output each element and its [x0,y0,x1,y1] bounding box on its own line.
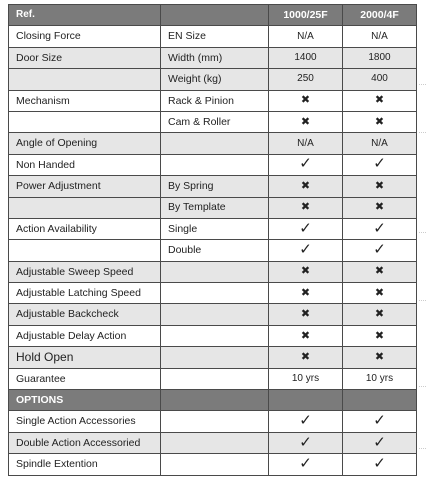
row-label [9,69,161,90]
value-1000-25f [269,218,343,239]
table-row-double-action-accessories [9,432,417,453]
cross-icon: ✖ [374,94,385,107]
options-title: OPTIONS [9,390,161,411]
cross-icon: ✖ [300,265,311,278]
row-sublabel: Width (mm) [161,47,269,68]
value-1000-25f: 250 [269,69,343,90]
check-icon: ✓ [373,240,386,258]
row-label [9,197,161,218]
table-row-mechanism-rack [9,90,417,111]
value-2000-4f [343,111,417,132]
check-icon: ✓ [373,454,386,472]
value-2000-4f [343,197,417,218]
cross-icon: ✖ [300,350,311,363]
row-label: Adjustable Backcheck [9,304,161,325]
table-row-hold-open [9,347,417,368]
table-row-backcheck [9,304,417,325]
value-2000-4f [343,347,417,368]
table-row-action-single [9,218,417,239]
row-sublabel [161,411,269,432]
value-2000-4f: 10 yrs [343,368,417,389]
row-label: Guarantee [9,368,161,389]
value-2000-4f [343,261,417,282]
value-2000-4f [343,283,417,304]
row-label: Door Size [9,47,161,68]
margin-mark [419,386,426,387]
check-icon: ✓ [299,240,312,258]
row-label [9,240,161,261]
cross-icon: ✖ [374,329,385,342]
margin-mark [419,84,426,85]
table-row-mechanism-cam [9,111,417,132]
check-icon: ✓ [373,433,386,451]
row-sublabel: EN Size [161,26,269,47]
value-1000-25f [269,347,343,368]
row-label [9,111,161,132]
cross-icon: ✖ [374,201,385,214]
row-label: Single Action Accessories [9,411,161,432]
cross-icon: ✖ [374,115,385,128]
table-row-guarantee [9,368,417,389]
cross-icon: ✖ [300,308,311,321]
check-icon: ✓ [299,219,312,237]
row-sublabel [161,154,269,175]
row-label: Closing Force [9,26,161,47]
row-label: Action Availability [9,218,161,239]
value-2000-4f [343,90,417,111]
check-icon: ✓ [299,433,312,451]
check-icon: ✓ [299,412,312,430]
row-sublabel: Weight (kg) [161,69,269,90]
table-row-spindle-extension [9,454,417,475]
cross-icon: ✖ [300,115,311,128]
table-row-single-action-accessories [9,411,417,432]
value-1000-25f [269,176,343,197]
cross-icon: ✖ [374,350,385,363]
row-label: Double Action Accessoried [9,432,161,453]
row-label: Ref. [9,5,161,26]
row-label: Mechanism [9,90,161,111]
value-2000-4f: N/A [343,133,417,154]
row-sublabel [161,5,269,26]
table-row-closing-force [9,26,417,47]
table-row-latching-speed [9,283,417,304]
cross-icon: ✖ [300,179,311,192]
value-2000-4f: 400 [343,69,417,90]
cross-icon: ✖ [374,265,385,278]
table-row-power-adjustment-spring [9,176,417,197]
row-label: Non Handed [9,154,161,175]
table-row-power-adjustment-template [9,197,417,218]
value-1000-25f [269,411,343,432]
value-2000-4f [343,432,417,453]
row-label: Spindle Extention [9,454,161,475]
cross-icon: ✖ [300,94,311,107]
row-label: Angle of Opening [9,133,161,154]
row-sublabel [161,261,269,282]
cross-icon: ✖ [300,286,311,299]
value-2000-4f [343,218,417,239]
row-sublabel [161,325,269,346]
row-sublabel: By Spring [161,176,269,197]
value-1000-25f [269,283,343,304]
margin-mark [419,300,426,301]
cross-icon: ✖ [374,179,385,192]
table-row-angle-of-opening [9,133,417,154]
value-1000-25f [269,454,343,475]
cross-icon: ✖ [374,308,385,321]
table-row-delay-action [9,325,417,346]
row-sublabel: Cam & Roller [161,111,269,132]
row-sublabel: By Template [161,197,269,218]
margin-mark [419,232,426,233]
value-2000-4f [343,454,417,475]
check-icon: ✓ [373,219,386,237]
options-header-row [9,390,417,411]
value-1000-25f [269,111,343,132]
row-label: Power Adjustment [9,176,161,197]
row-sublabel [161,347,269,368]
value-2000-4f: 2000/4F [343,5,417,26]
table-row-door-size-weight [9,69,417,90]
value-1000-25f [269,432,343,453]
row-label: Hold Open [9,347,161,368]
row-sublabel [161,283,269,304]
margin-mark [419,448,426,449]
row-sublabel: Single [161,218,269,239]
check-icon: ✓ [373,155,386,173]
check-icon: ✓ [299,155,312,173]
options-header-cell [161,390,269,411]
row-sublabel [161,454,269,475]
row-label: Adjustable Delay Action [9,325,161,346]
cross-icon: ✖ [300,201,311,214]
options-header-cell [343,390,417,411]
options-header-cell [269,390,343,411]
value-1000-25f: 1400 [269,47,343,68]
value-1000-25f: 1000/25F [269,5,343,26]
value-1000-25f [269,197,343,218]
row-sublabel [161,304,269,325]
row-sublabel: Rack & Pinion [161,90,269,111]
value-2000-4f [343,154,417,175]
table-row-action-double [9,240,417,261]
table-row-sweep-speed [9,261,417,282]
value-1000-25f [269,304,343,325]
value-2000-4f: N/A [343,26,417,47]
value-1000-25f [269,90,343,111]
row-sublabel [161,368,269,389]
row-sublabel [161,432,269,453]
value-2000-4f [343,325,417,346]
row-sublabel [161,133,269,154]
value-2000-4f [343,411,417,432]
value-1000-25f: N/A [269,133,343,154]
table-row-non-handed [9,154,417,175]
value-1000-25f: N/A [269,26,343,47]
value-2000-4f [343,176,417,197]
margin-mark [419,132,426,133]
value-2000-4f [343,240,417,261]
table-row-door-size-width [9,47,417,68]
value-2000-4f [343,304,417,325]
value-1000-25f [269,154,343,175]
cross-icon: ✖ [374,286,385,299]
value-1000-25f: 10 yrs [269,368,343,389]
value-1000-25f [269,325,343,346]
spec-table [8,4,417,476]
check-icon: ✓ [299,454,312,472]
cross-icon: ✖ [300,329,311,342]
row-label: Adjustable Latching Speed [9,283,161,304]
value-1000-25f [269,240,343,261]
table-row-header [9,5,417,26]
row-label: Adjustable Sweep Speed [9,261,161,282]
value-1000-25f [269,261,343,282]
row-sublabel: Double [161,240,269,261]
check-icon: ✓ [373,412,386,430]
value-2000-4f: 1800 [343,47,417,68]
